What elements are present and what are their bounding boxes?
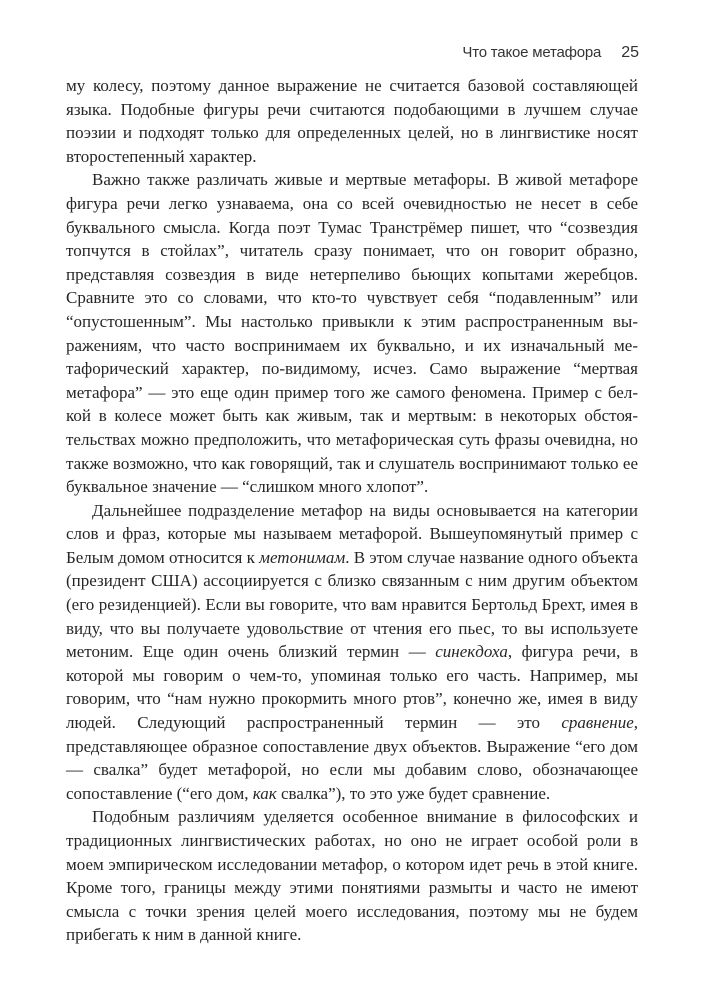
chapter-title: Что такое метафора xyxy=(462,44,602,61)
text-run: . В этом случае название одного объекта (президент США) ассоциируется с близко связанным с ним другим объектом (его резиденцией). Если вы говорите, что вам нравится Бертольд Брехт, имея в виду, что вы получаете удовольствие от чтения его пьес, то вы используете метоним. Еще один очень близкий термин — xyxy=(66,547,638,662)
text-run: Важно также различать живые и мертвые метафоры. В живой метафоре фигура речи легко узнаваема, она со всей очевидностью не несет в себе буквального смысла. Когда поэт Тумас Транстрёмер пишет, что “созвездия топчутся в стойлах”, читатель сразу понимает, что он говорит образно, представляя созвездия в виде нетерпеливо бьющих копытами жеребцов. Сравните это со словами, что кто-то чувствует себя “подавленным” или “опустошенным”. Мы настолько привыкли к этим распространенным выражениям, что часто воспринимаем их буквально, и их изначальный метафорический характер, по-видимому, исчез. Само выражение “мертвая метафора” — это еще один пример того же самого феномена. Пример с белкой в колесе может быть как живым, так и мертвым: в некоторых обстоятельствах можно предположить, что метафорическая суть фразы очевидна, но также возможно, что как говорящий, так и слушатель воспринимают только ее буквальное значение — “слишком много хлопот”. xyxy=(66,170,638,497)
italic-term: сравнение xyxy=(561,713,634,733)
running-header xyxy=(462,44,639,62)
text-run: свалка”), то это уже будет сравнение. xyxy=(276,783,551,803)
page-number: 25 xyxy=(621,44,639,61)
text-run: Дальнейшее подразделение метафор на виды основывается на категории слов и фраз, которые мы называем метафорой. Вышеупомянутый пример с Белым домом относится к xyxy=(66,500,638,567)
paragraph xyxy=(66,499,638,806)
text-run: , фигура речи, в которой мы говорим о чем-то, упоминая только его часть. Например, мы говорим, что “нам нужно прокормить много ртов”, конечно же, имея в виду людей. Следующий распространенный термин — это xyxy=(66,642,638,733)
body-text xyxy=(66,74,638,947)
paragraph xyxy=(66,74,638,168)
italic-term: синекдоха xyxy=(435,642,508,662)
text-run: му колесу, поэтому данное выражение не считается базовой составляющей языка. Подобные фигуры речи считаются подобающими в лучшем случае поэзии и подходят только для определенных целей, но в лингвистике носят второстепенный характер. xyxy=(66,76,638,166)
paragraph xyxy=(66,805,638,947)
italic-term: как xyxy=(252,783,277,803)
text-run: Подобным различиям уделяется особенное внимание в философских и традиционных лингвистических работах, но оно не играет особой роли в моем эмпирическом исследовании метафор, о котором идет речь в этой книге. Кроме того, границы между этими понятиями размыты и часто не имеют смысла с точки зрения целей моего исследования, поэтому мы не будем прибегать к ним в данной книге. xyxy=(66,807,638,945)
text-run: , представляющее образное сопоставление двух объектов. Выражение “его дом — свалка” будет метафорой, но если мы добавим слово, обозначающее сопоставление (“его дом, xyxy=(66,713,638,803)
italic-term: метонимам xyxy=(259,547,346,567)
paragraph xyxy=(66,168,638,498)
